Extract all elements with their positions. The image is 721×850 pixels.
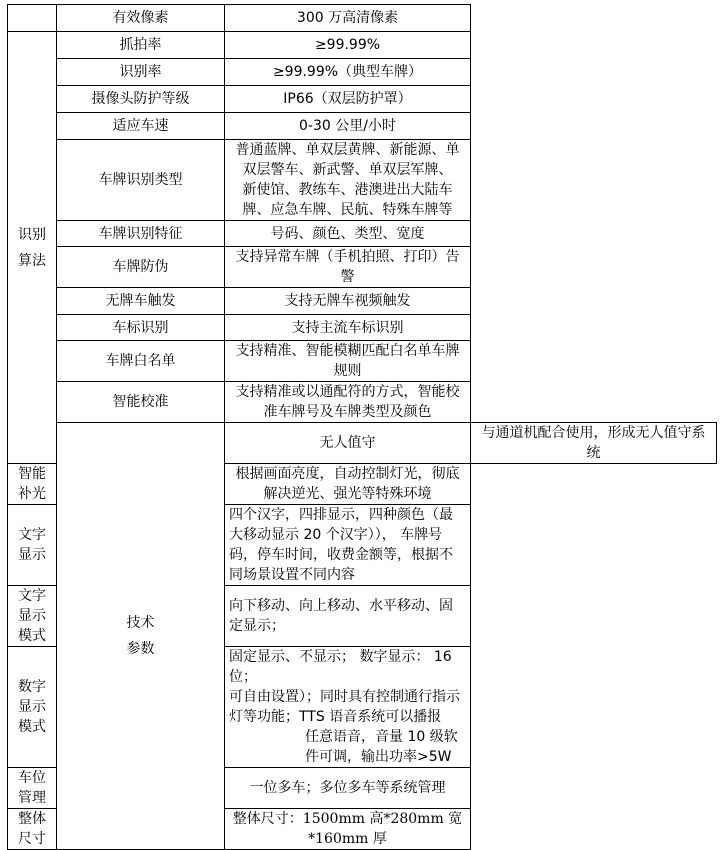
row-value: 支持精准或以通配符的方式，智能校准车牌号及车牌类型及颜色 [225,382,471,423]
group-cell-technical [57,423,225,850]
row-value: 支持精准、智能模糊匹配白名单车牌规则 [225,341,471,382]
table-row [8,140,717,221]
table-row [8,5,717,32]
table-row [8,315,717,341]
row-label: 摄像头防护等级 [57,86,225,113]
value-line: 普通蓝牌、单双层黄牌、新能源、单双层警车、新武警、单双层军牌、 [235,142,460,178]
row-value: 根据画面亮度，自动控制灯光，彻底解决逆光、强光等特殊环境 [225,464,471,505]
group-label: 算法 [18,252,46,269]
group-label: 参数 [126,641,155,657]
table-row [8,221,717,247]
row-label: 整体尺寸 [8,809,57,850]
table-row [8,382,717,423]
row-label: 有效像素 [57,5,225,32]
table-row [8,32,717,59]
row-value [225,505,471,586]
table-row [8,113,717,140]
table-row [8,288,717,315]
table-row [8,59,717,86]
value-line: 固定显示、不显示； 数字显示： 16 位； [229,649,452,685]
row-value: 支持异常车牌（手机拍照、打印）告警 [225,247,471,288]
row-value: 向下移动、向上移动、水平移动、固定显示； [225,586,471,647]
row-label: 智能校准 [57,382,225,423]
row-label: 无人值守 [225,423,471,464]
row-value: 号码、颜色、类型、宽度 [225,221,471,247]
spec-table [7,4,717,850]
row-label: 车牌识别特征 [57,221,225,247]
table-row [8,86,717,113]
value-line: 任意语音，音量 10 级软件可调，输出功率>5W [305,729,458,765]
row-value: ≥99.99%（典型车牌） [225,59,471,86]
row-value: 支持主流车标识别 [225,315,471,341]
row-label: 抓拍率 [57,32,225,59]
row-label: 智能补光 [8,464,57,505]
group-label: 识别 [18,226,46,243]
table-row [8,423,717,464]
row-label: 车牌白名单 [57,341,225,382]
table-row [8,341,717,382]
table-row [8,247,717,288]
row-value: 0-30 公里/小时 [225,113,471,140]
row-label: 文字显示模式 [8,586,57,647]
row-label: 文字显示 [8,505,57,586]
row-value: 300 万高清像素 [225,5,471,32]
row-value [225,647,471,768]
row-label: 适应车速 [57,113,225,140]
value-line: 新使馆、教练车、港澳进出大陆车牌、应急车牌、民航、特殊车牌等 [242,182,453,218]
group-label: 技术 [126,615,155,631]
row-label: 车位管理 [8,768,57,809]
row-label: 车标识别 [57,315,225,341]
value-line: 码，停车时间，收费金额等，根据不同场景设置不同内容 [229,547,453,583]
row-value: 与通道机配合使用，形成无人值守系统 [471,423,717,464]
value-line: 可自由设置）；同时具有控制通行指示灯等功能；TTS 语音系统可以播报 [229,689,460,725]
value-line: 四个汉字，四排显示，四种颜色（最大移动显示 20 个汉字））， 车牌号 [229,507,453,543]
row-label: 识别率 [57,59,225,86]
row-label: 车牌识别类型 [57,140,225,221]
row-label: 车牌防伪 [57,247,225,288]
row-value: 支持无牌车视频触发 [225,288,471,315]
row-value: 整体尺寸：1500mm 高*280mm 宽*160mm 厚 [225,809,471,850]
row-label: 数字显示模式 [8,647,57,768]
row-value: IP66（双层防护罩） [225,86,471,113]
row-label: 无牌车触发 [57,288,225,315]
row-value [225,140,471,221]
row-value: 一位多车；多位多车等系统管理 [225,768,471,809]
group-cell-recognition [8,32,57,464]
row-value: ≥99.99% [225,32,471,59]
group-cell-empty [8,5,57,32]
